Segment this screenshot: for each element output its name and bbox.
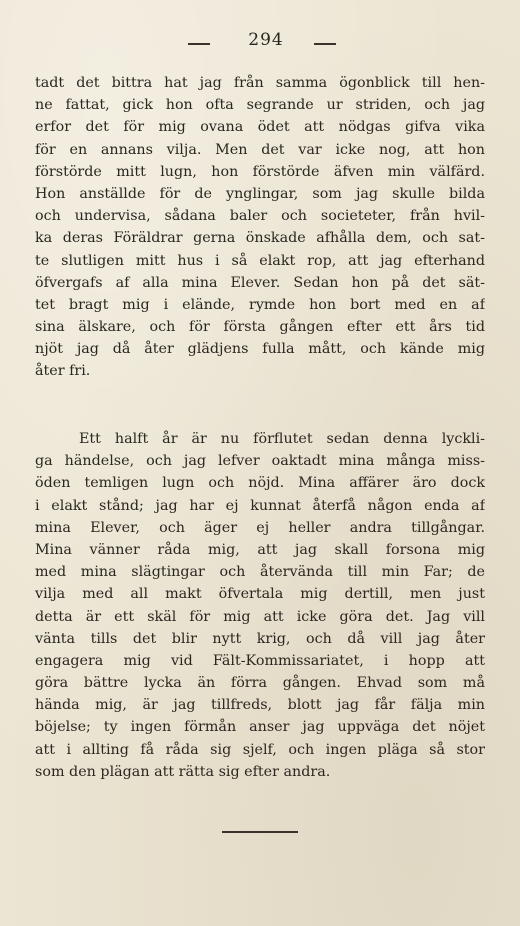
header-dash-right <box>314 43 336 45</box>
text-line: som den plägan att rätta sig efter andra. <box>35 763 331 780</box>
text-line: ga händelse, och jag lefver oaktadt mina många miss- <box>35 453 485 470</box>
text-line: att i allting få råda sig sjelf, och ingen pläga så stor <box>35 741 485 758</box>
page-header <box>0 30 520 60</box>
text-line: öfvergafs af alla mina Elever. Sedan hon på det sät- <box>35 274 485 291</box>
text-line: tadt det bittra hat jag från samma ögonblick till hen- <box>35 75 485 91</box>
page-number: 294 <box>248 30 284 50</box>
text-line: mina Elever, och äger ej heller andra tillgångar. <box>35 519 485 536</box>
text-line: böjelse; ty ingen förmån anser jag uppväga det nöjet <box>35 719 485 736</box>
text-line: Ett halft år är nu förflutet sedan denna lyckli- <box>79 431 485 447</box>
text-line: med mina slägtingar och återvända till min Far; de <box>35 564 485 581</box>
text-line: te slutligen mitt hus i så elakt rop, att jag efterhand <box>35 252 485 269</box>
paragraph-1 <box>35 72 485 383</box>
text-line: förstörde mitt lugn, hon förstörde äfven min välfärd. <box>35 163 485 180</box>
text-line: detta är ett skäl för mig att icke göra det. Jag vill <box>35 608 485 625</box>
text-line: engagera mig vid Fält-Kommissariatet, i hopp att <box>35 652 485 669</box>
text-line: hända mig, är jag tillfreds, blott jag får fälja min <box>35 697 485 714</box>
text-line: för en annans vilja. Men det var icke nog, att hon <box>35 141 485 158</box>
text-line: göra bättre lycka än förra gången. Ehvad som må <box>35 675 485 692</box>
text-line: vänta tills det blir nytt krig, och då vill jag åter <box>35 630 485 647</box>
text-line: sina älskare, och för första gången efter ett års tid <box>35 319 485 336</box>
text-line: ka deras Föräldrar gerna önskade afhålla dem, och sat- <box>35 230 485 247</box>
paragraph-2 <box>35 428 485 783</box>
text-line: Hon anställde för de ynglingar, som jag skulle bilda <box>35 185 485 202</box>
text-line: vilja med all makt öfvertala mig dertill, men just <box>35 586 485 603</box>
text-line: tet bragt mig i elände, rymde hon bort med en af <box>35 296 485 313</box>
text-line: erfor det för mig ovana ödet att nödgas gifva vika <box>35 119 485 136</box>
text-line: öden temligen lugn och nöjd. Mina affärer äro dock <box>35 475 485 492</box>
text-line: Mina vänner råda mig, att jag skall forsona mig <box>35 541 485 558</box>
text-line: njöt jag då åter glädjens fulla mått, och kände mig <box>35 341 485 358</box>
text-line: åter fri. <box>35 363 91 380</box>
text-line: i elakt stånd; jag har ej kunnat återfå någon enda af <box>35 497 485 514</box>
text-line: ne fattat, gick hon ofta segrande ur striden, och jag <box>35 97 485 114</box>
header-dash-left <box>188 43 210 45</box>
closing-rule <box>222 831 298 833</box>
text-line: och undervisa, sådana baler och societeter, från hvil- <box>35 208 485 225</box>
